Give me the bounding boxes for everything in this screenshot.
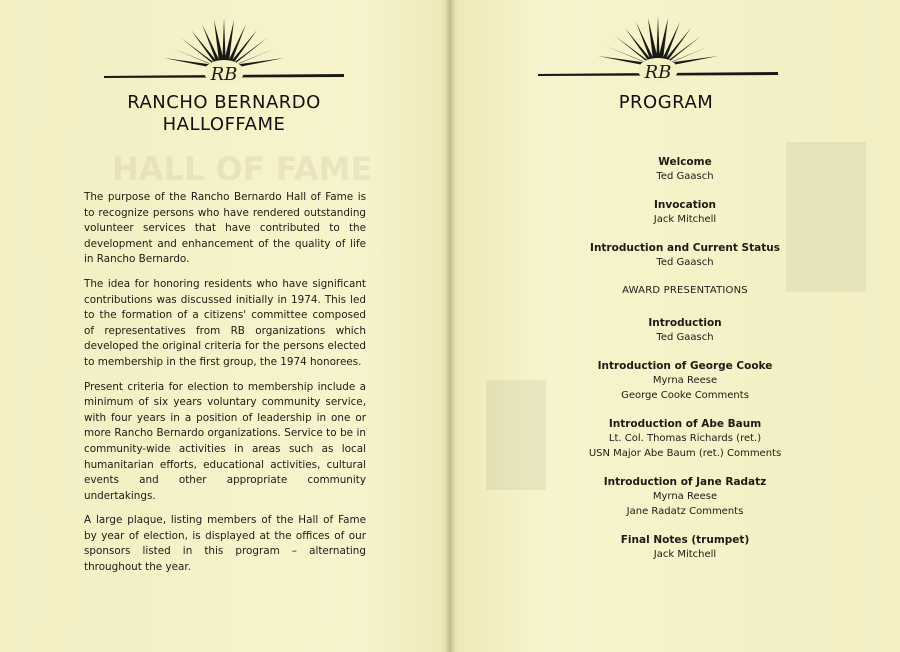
- page-title-hall-of-fame: RANCHO BERNARDO HALLOFFAME: [127, 92, 321, 135]
- program-item-heading: Final Notes (trumpet): [620, 534, 750, 546]
- program-item-heading: Introduction and Current Status: [590, 242, 780, 254]
- program-item-detail: Jack Mitchell: [653, 549, 717, 560]
- program-item-detail: Lt. Col. Thomas Richards (ret.): [608, 433, 762, 444]
- program-item-detail: Myrna Reese: [652, 491, 718, 502]
- program-item-heading: Invocation: [653, 199, 717, 211]
- program-item-detail: Ted Gaasch: [656, 257, 714, 268]
- paragraph: The idea for honoring residents who have significant contributions was discussed initially in 1974. This led to the formation of a citizens' committee composed of representatives from RB organizations which developed the original criteria for the persons elected to membership in the first group, the 1974 honorees.: [84, 277, 366, 368]
- section-label: AWARD PRESENTATIONS: [622, 285, 748, 296]
- program-item-heading: Introduction of Abe Baum: [608, 418, 762, 430]
- right-page: [452, 0, 900, 652]
- paragraph: A large plaque, listing members of the Hall of Fame by year of election, is displayed at the offices of our sponsors listed in this program – alternating throughout the year.: [84, 514, 366, 574]
- program-item-detail: Myrna Reese: [652, 375, 718, 386]
- rb-sunburst-logo-icon: [538, 8, 778, 86]
- paragraph: The purpose of the Rancho Bernardo Hall of Fame is to recognize persons who have rendered outstanding volunteer services that have contributed to the development and enhancement of the quality of life in Rancho Bernardo.: [84, 191, 366, 266]
- list-item: [570, 359, 800, 403]
- list-item: [570, 316, 800, 345]
- left-page: [0, 0, 448, 652]
- program-item-detail: Ted Gaasch: [656, 171, 714, 182]
- program-item-heading: Welcome: [658, 156, 712, 168]
- program-item-detail: Jane Radatz Comments: [626, 506, 744, 517]
- program-item-detail: USN Major Abe Baum (ret.) Comments: [588, 448, 782, 459]
- rb-sunburst-logo-icon: [104, 10, 344, 88]
- program-item-detail: Jack Mitchell: [653, 214, 717, 225]
- svg-text:RB: RB: [210, 64, 238, 85]
- list-item: [570, 241, 800, 270]
- svg-text:RB: RB: [644, 62, 672, 83]
- program-item-heading: Introduction: [648, 317, 722, 329]
- list-item: [570, 155, 800, 184]
- page-title-program: PROGRAM: [618, 92, 714, 113]
- program-item-detail: George Cooke Comments: [621, 390, 749, 401]
- program-item-heading: Introduction of Jane Radatz: [603, 476, 767, 488]
- paragraph: Present criteria for election to membership include a minimum of six years voluntary community service, with four years in a position of leadership in one or more Rancho Bernardo organizations. Service to be in community-wide activities in areas such as local humanitarian efforts, educational activities, cultural events and other appropriate community undertakings.: [84, 380, 366, 502]
- list-item: [570, 475, 800, 519]
- list-item: [570, 533, 800, 562]
- program-item-heading: Introduction of George Cooke: [597, 360, 773, 372]
- program-item-detail: Ted Gaasch: [656, 332, 714, 343]
- show-through-text: HALL OF FAME: [112, 150, 373, 188]
- program-list: [570, 155, 800, 576]
- purpose-text: [84, 190, 366, 585]
- list-item: [570, 198, 800, 227]
- list-item: [570, 417, 800, 461]
